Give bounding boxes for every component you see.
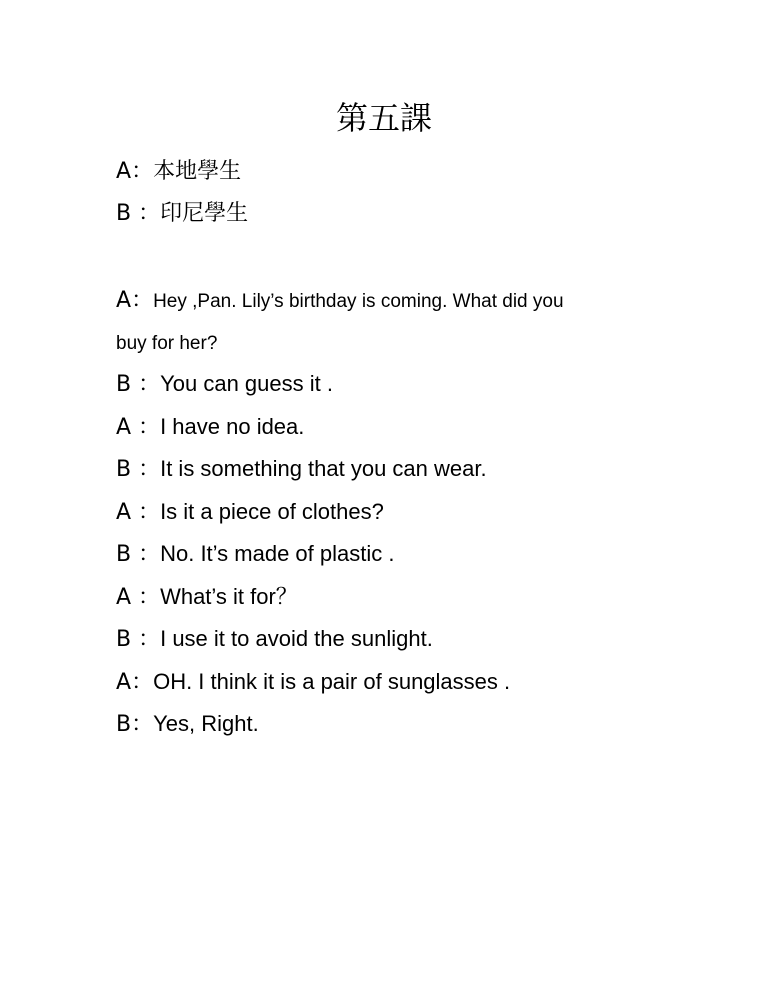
dialogue-line: [116, 413, 304, 442]
dialogue-line-continuation: [116, 328, 217, 358]
role-description: 印尼學生: [160, 201, 249, 226]
dialogue-text: What’s it for？: [160, 584, 298, 609]
speaker-label: B: [116, 201, 132, 226]
speaker-label: A: [116, 500, 132, 525]
dialogue-text: I have no idea.: [160, 414, 305, 439]
separator: ：: [131, 415, 161, 440]
speaker-label: A: [116, 159, 132, 184]
dialogue-text: You can guess it .: [160, 371, 333, 396]
separator: ：: [131, 372, 161, 397]
speaker-label: B: [116, 542, 132, 567]
separator: ：: [131, 670, 154, 695]
dialogue-text: Is it a piece of clothes?: [160, 499, 384, 524]
lesson-title: 第五課: [335, 99, 432, 137]
speaker-label: A: [116, 585, 132, 610]
role-description: 本地學生: [153, 159, 242, 184]
separator: ：: [131, 457, 161, 482]
dialogue-line: [116, 370, 333, 399]
dialogue-line: [116, 668, 510, 697]
separator: ：: [131, 627, 161, 652]
separator: ：: [131, 159, 154, 184]
dialogue-line: [116, 625, 433, 654]
dialogue-line: [116, 286, 564, 316]
speaker-label: B: [116, 372, 132, 397]
dialogue-text: buy for her?: [116, 333, 218, 354]
speaker-label: B: [116, 457, 132, 482]
separator: ：: [131, 201, 161, 226]
dialogue-text: I use it to avoid the sunlight.: [160, 626, 433, 651]
dialogue-line: [116, 455, 487, 484]
dialogue-text: Hey ,Pan. Lily’s birthday is coming. What did you: [153, 291, 564, 312]
dialogue-line: [116, 540, 394, 569]
dialogue-line: [116, 583, 298, 612]
separator: ：: [131, 585, 161, 610]
speaker-label: A: [116, 415, 132, 440]
dialogue-text: No. It’s made of plastic .: [160, 541, 395, 566]
speaker-label: B: [116, 627, 132, 652]
separator: ：: [131, 500, 161, 525]
dialogue-line: [116, 498, 384, 527]
separator: ：: [131, 288, 154, 313]
speaker-label: B: [116, 712, 132, 737]
role-line-b: [116, 199, 248, 228]
role-line-a: [116, 157, 241, 186]
separator: ：: [131, 712, 154, 737]
dialogue-text: OH. I think it is a pair of sunglasses .: [153, 669, 511, 694]
dialogue-text: Yes, Right.: [153, 711, 259, 736]
speaker-label: A: [116, 670, 132, 695]
speaker-label: A: [116, 288, 132, 313]
separator: ：: [131, 542, 161, 567]
dialogue-text: It is something that you can wear.: [160, 456, 487, 481]
dialogue-line: [116, 710, 259, 739]
